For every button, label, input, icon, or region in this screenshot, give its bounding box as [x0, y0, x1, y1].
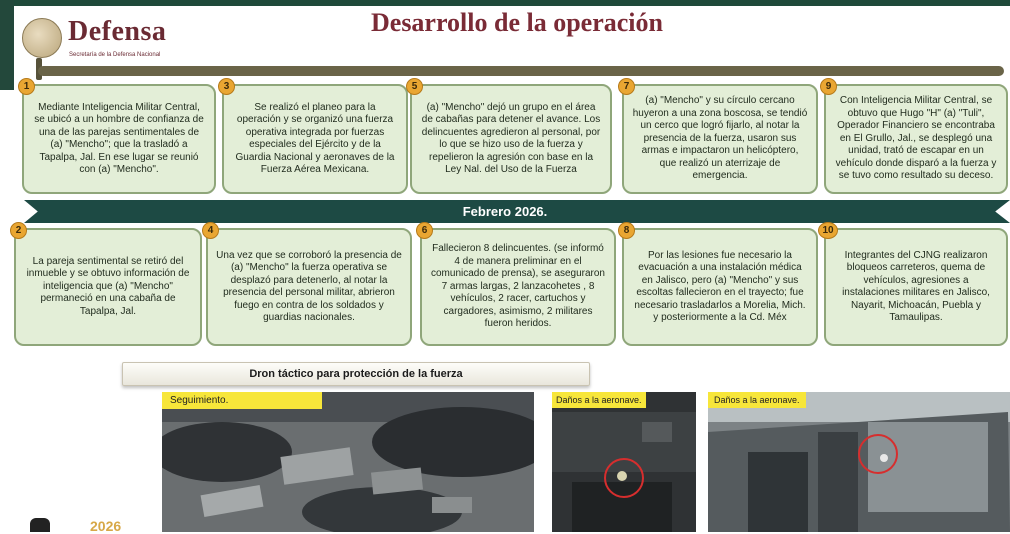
step-number: 6 — [416, 222, 433, 239]
timeline-card-3 — [222, 84, 408, 194]
timeline-card-8 — [622, 228, 818, 346]
damage-highlight-circle — [858, 434, 898, 474]
step-number: 10 — [818, 222, 838, 239]
page-title — [0, 8, 1010, 38]
timeline-card-7 — [622, 84, 818, 194]
aerial-scene-image — [162, 392, 534, 532]
month-band-label: Febrero 2026. — [462, 204, 548, 219]
step-number: 2 — [10, 222, 27, 239]
partial-avatar — [30, 518, 50, 532]
card-text: (a) "Mencho" y su círculo cercano huyeron a una zona boscosa, se tendió un cerco que logró fijarlo, al notar la presencia de la fuerza, usaron sus armas e impactaron un helicóptero, que realizó un aterrizaje de emergencia. — [632, 95, 808, 182]
logo-subtitle: Secretaría de la Defensa Nacional — [69, 52, 161, 58]
card-text: Por las lesiones fue necesario la evacuación a una instalación médica en Jalisco, pero (a) "Mencho" y sus escoltas fallecieron en el trayecto; fue necesario trasladarlos a Morelia, Mich. y posteriormente a la Cd. Méx — [634, 249, 806, 323]
surveillance-photo — [162, 392, 534, 532]
timeline-line — [38, 66, 1004, 76]
step-number: 3 — [218, 78, 235, 95]
timeline-card-6 — [420, 228, 616, 346]
timeline-card-2 — [14, 228, 202, 346]
page-title-text: Desarrollo de la operación — [371, 8, 663, 37]
timeline-card-9 — [824, 84, 1008, 194]
card-text: Una vez que se corroboró la presencia de (a) "Mencho" la fuerza operativa se desplazó para detenerlo, al notar la presencia del personal militar, abrieron fuego en contra de los soldados y guardias nacionales. — [216, 249, 402, 323]
step-number: 4 — [202, 222, 219, 239]
aircraft-damage-photo-2 — [708, 392, 1010, 532]
timeline-card-10 — [824, 228, 1008, 346]
damage-highlight-circle — [604, 458, 644, 498]
photo-tag: Daños a la aeronave. — [708, 392, 806, 408]
timeline-card-1 — [22, 84, 216, 194]
timeline-card-5 — [410, 84, 612, 194]
drone-section-banner: Dron táctico para protección de la fuerza — [122, 362, 590, 386]
timeline-card-4 — [206, 228, 412, 346]
photo-tag: Seguimiento. — [162, 392, 322, 409]
card-text: La pareja sentimental se retiró del inmueble y se obtuvo información de inteligencia que (a) "Mencho" permaneció en una cabaña de Tapalpa, Jal. — [26, 255, 190, 317]
card-text: Fallecieron 8 delincuentes. (se informó 4 de manera preliminar en el comunicado de prensa), se aseguraron 7 armas largas, 2 lanzacohetes , 8 vehículos, 2 racer, cartuchos y cargadores, asimismo, 2 militares fueron heridos. — [431, 243, 605, 330]
photo-tag: Daños a la aeronave. — [552, 392, 646, 408]
step-number: 9 — [820, 78, 837, 95]
step-number: 5 — [406, 78, 423, 95]
aircraft-damage-photo-1 — [552, 392, 696, 532]
card-text: Se realizó el planeo para la operación y se organizó una fuerza operativa integrada por fuerzas especiales del Ejército y de la Guardia Nacional y aeronaves de la Fuerza Aérea Mexicana. — [235, 101, 395, 175]
card-text: (a) "Mencho" dejó un grupo en el área de cabañas para detener el avance. Los delincuentes agredieron al personal, por lo que se hizo uso de la fuerza y repelieron la agresión con base en la Ley Nal. del Uso de la Fuerza — [421, 101, 601, 175]
card-text: Integrantes del CJNG realizaron bloqueos carreteros, quema de vehículos, agresiones a instalaciones militares en Jalisco, Nayarit, Michoacán, Puebla y Tamaulipas. — [842, 249, 990, 323]
logo-title: Defensa — [68, 16, 167, 47]
card-text: Mediante Inteligencia Militar Central, se ubicó a un hombre de confianza de una de las parejas sentimentales de (a) "Mencho"; que la trasladó a Tapalpa, Jal. En ese lugar se reunió con (a) "Mencho". — [34, 101, 204, 175]
step-number: 8 — [618, 222, 635, 239]
step-number: 1 — [18, 78, 35, 95]
top-accent-bar — [0, 0, 1010, 6]
footer-year: 2026 — [90, 518, 122, 534]
step-number: 7 — [618, 78, 635, 95]
card-text: Con Inteligencia Militar Central, se obtuvo que Hugo "H" (a) "Tuli", Operador Financiero se encontraba en El Grullo, Jal., se desplegó una unidad, trató de escapar en un vehículo donde disparó a la fuerza y se tuvo como resultado su deceso. — [835, 95, 997, 182]
